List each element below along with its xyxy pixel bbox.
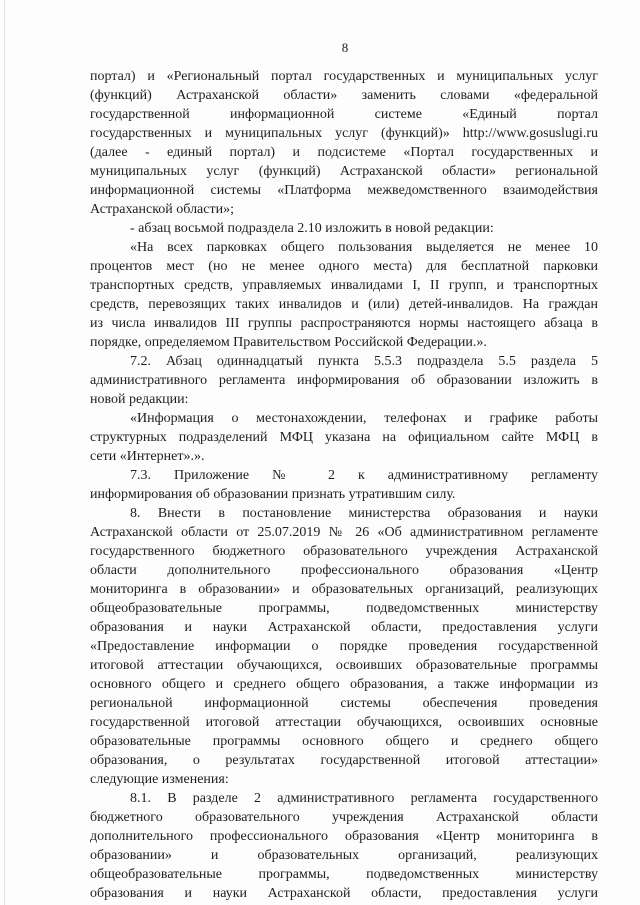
text-line: образовательные программы основного общего и среднего общего [90,734,598,749]
paragraph-quote-parking [90,238,598,352]
text-line: 7.3. Приложение № 2 к административному регламенту [130,468,598,483]
text-line: Астраханской области от 25.07.2019 № 26 «Об административном регламенте [90,525,598,540]
text-line: государственных и муниципальных услуг (функций)» http://www.gosuslugi.ru [90,126,598,141]
text-line: новой редакции: [90,392,189,407]
text-line: административного регламента информирования об образовании изложить в [90,373,598,388]
text-line: из числа инвалидов III группы распространяются нормы настоящего абзаца в [90,316,598,331]
text-line: 7.2. Абзац одиннадцатый пункта 5.5.3 подраздела 5.5 раздела 5 [130,354,598,369]
text-line: процентов мест (но не менее одного места) для бесплатной парковки [90,259,598,274]
text-line: государственного бюджетного образовательного учреждения Астраханской [90,544,598,559]
paragraph-7-2 [90,352,598,409]
paragraph-continuation [90,67,598,219]
text-line: основного общего и среднего общего образования, а также информации из [90,677,598,692]
text-line: следующие изменения: [90,772,229,787]
text-line: образования, о результатах государственной итоговой аттестации» [90,753,598,768]
text-line: структурных подразделений МФЦ указана на официальном сайте МФЦ в [90,430,598,445]
document-body [90,67,598,903]
text-line: - абзац восьмой подраздела 2.10 изложить в новой редакции: [130,221,494,236]
text-line: (далее - единый портал) и подсистеме «Портал государственных и [90,145,598,160]
text-line: образовании» и образовательных организаций, реализующих [90,848,598,863]
text-line: общеобразовательные программы, подведомственных министерству [90,867,598,882]
text-line: «Предоставление информации о порядке проведения государственной [90,639,598,654]
text-line: 8. Внести в постановление министерства образования и науки [130,506,598,521]
text-line: государственной итоговой аттестации обучающихся, освоивших основные [90,715,598,730]
text-line: Астраханской области»; [90,202,234,217]
text-line: (функций) Астраханской области» заменить словами «федеральной [90,88,598,103]
paragraph-7-3 [90,466,598,504]
text-line: образования и науки Астраханской области, предоставления услуги [90,620,598,635]
paragraph-8-1 [90,789,598,903]
text-line: бюджетного образовательного учреждения Астраханской области [90,810,598,825]
text-line: образования и науки Астраханской области, предоставления услуги [90,886,598,901]
text-line: области дополнительного профессионального образования «Центр [90,563,598,578]
text-line: «Информация о местонахождении, телефонах и графике работы [130,411,598,426]
text-line: общеобразовательные программы, подведомственных министерству [90,601,598,616]
text-line: дополнительного профессионального образования «Центр мониторинга в [90,829,598,844]
text-line: «На всех парковках общего пользования выделяется не менее 10 [130,240,598,255]
text-line: сети «Интернет».». [90,449,205,464]
text-line: информирования об образовании признать утратившим силу. [90,487,456,502]
text-line: региональной информационной системы обеспечения проведения [90,696,598,711]
text-line: порядке, определяемом Правительством Российской Федерации.». [90,335,487,350]
text-line: государственной информационной системе «Единый портал [90,107,598,122]
text-line: портал) и «Региональный портал государственных и муниципальных услуг [90,69,598,84]
text-line: муниципальных услуг (функций) Астраханской области» региональной [90,164,598,179]
text-line: 8.1. В разделе 2 административного регламента государственного [130,791,598,806]
paragraph-8 [90,504,598,789]
text-line: информационной системы «Платформа межведомственного взаимодействия [90,183,598,198]
paragraph-list-item [90,219,598,238]
text-line: средств, перевозящих таких инвалидов и (или) детей-инвалидов. На граждан [90,297,598,312]
paragraph-quote-mfc [90,409,598,466]
text-line: транспортных средств, управляемых инвалидами I, II групп, и транспортных [90,278,598,293]
text-line: мониторинга в образовании» и образовательных организаций, реализующих [90,582,598,597]
page-number: 8 [341,40,349,55]
text-line: итоговой аттестации обучающихся, освоивших образовательные программы [90,658,598,673]
